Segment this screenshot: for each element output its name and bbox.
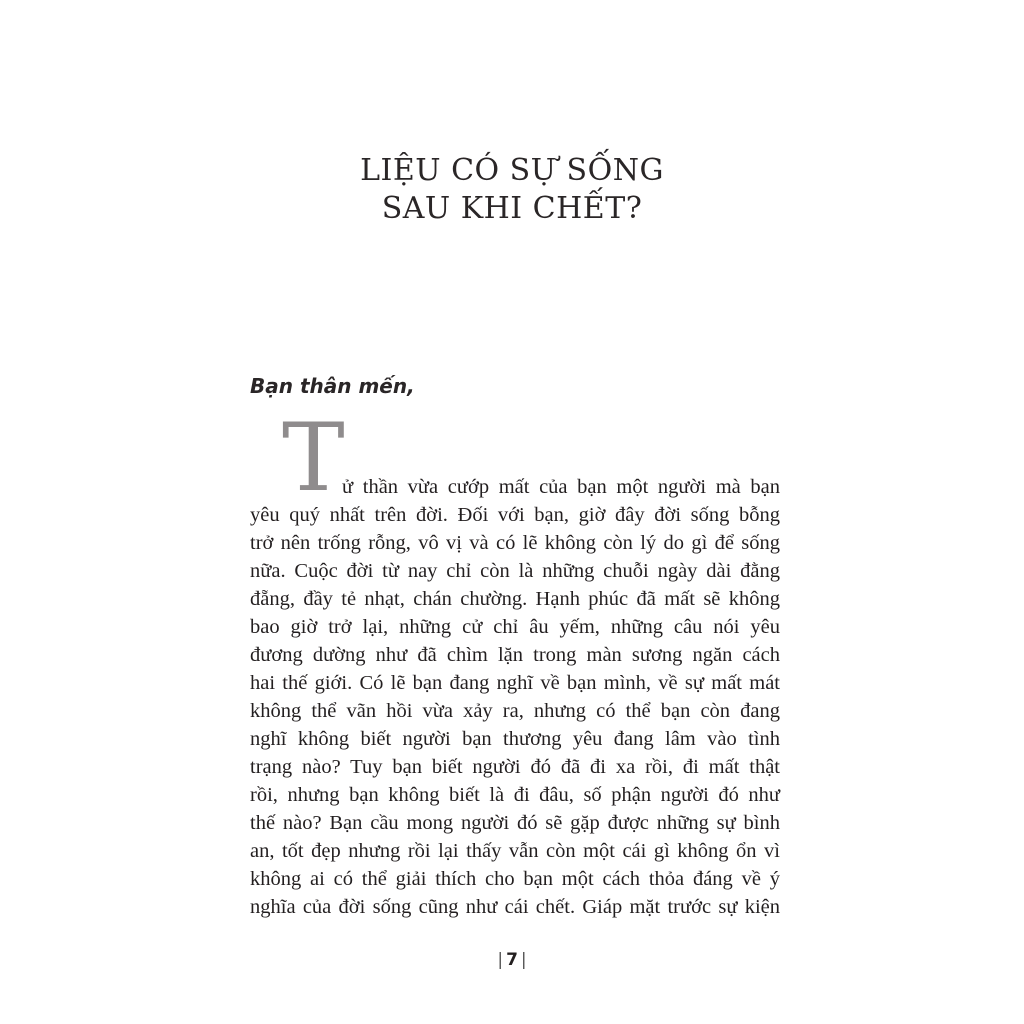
body-line: trở nên trống rỗng, vô vị và có lẽ không còn lý do gì để sống xyxy=(250,532,780,554)
page-number-separator-right: | xyxy=(520,950,527,970)
body-line: đẵng, đầy tẻ nhạt, chán chường. Hạnh phúc đã mất sẽ không xyxy=(250,588,780,610)
body-line: nghĩa của đời sống cũng như cái chết. Giáp mặt trước sự kiện xyxy=(250,896,780,918)
page-number xyxy=(0,950,1024,970)
page-number-separator-left: | xyxy=(497,950,504,970)
body-line: nữa. Cuộc đời từ nay chỉ còn là những chuỗi ngày dài đằng xyxy=(250,560,780,582)
body-line: rồi, nhưng bạn không biết là đi đâu, số phận người đó như xyxy=(250,784,780,806)
body-line: nghĩ không biết người bạn thương yêu đang lâm vào tình xyxy=(250,728,780,750)
drop-cap: T xyxy=(282,404,345,513)
body-line: thế nào? Bạn cầu mong người đó sẽ gặp được những sự bình xyxy=(250,812,780,834)
body-line: trạng nào? Tuy bạn biết người đó đã đi xa rồi, đi mất thật xyxy=(250,756,780,778)
body-line: ử thần vừa cướp mất của bạn một người mà bạn xyxy=(342,476,780,498)
body-line: hai thế giới. Có lẽ bạn đang nghĩ về bạn mình, về sự mất mát xyxy=(250,672,780,694)
body-line: bao giờ trở lại, những cử chỉ âu yếm, những câu nói yêu xyxy=(250,616,780,638)
body-line: đương dường như đã chìm lặn trong màn sương ngăn cách xyxy=(250,644,780,666)
body-line: không ai có thể giải thích cho bạn một cách thỏa đáng về ý xyxy=(250,868,780,890)
chapter-title-line-1: LIỆU CÓ SỰ SỐNG xyxy=(360,153,664,188)
body-line: không thể vãn hồi vừa xảy ra, nhưng có thể bạn còn đang xyxy=(250,700,780,722)
chapter-title xyxy=(262,152,762,228)
chapter-title-line-2: SAU KHI CHẾT? xyxy=(381,191,643,226)
body-line: an, tốt đẹp nhưng rồi lại thấy vẫn còn một cái gì không ổn vì xyxy=(250,840,780,862)
salutation: Bạn thân mến, xyxy=(250,374,415,398)
page-number-value: 7 xyxy=(506,950,518,970)
body-line: yêu quý nhất trên đời. Đối với bạn, giờ đây đời sống bỗng xyxy=(250,504,780,526)
